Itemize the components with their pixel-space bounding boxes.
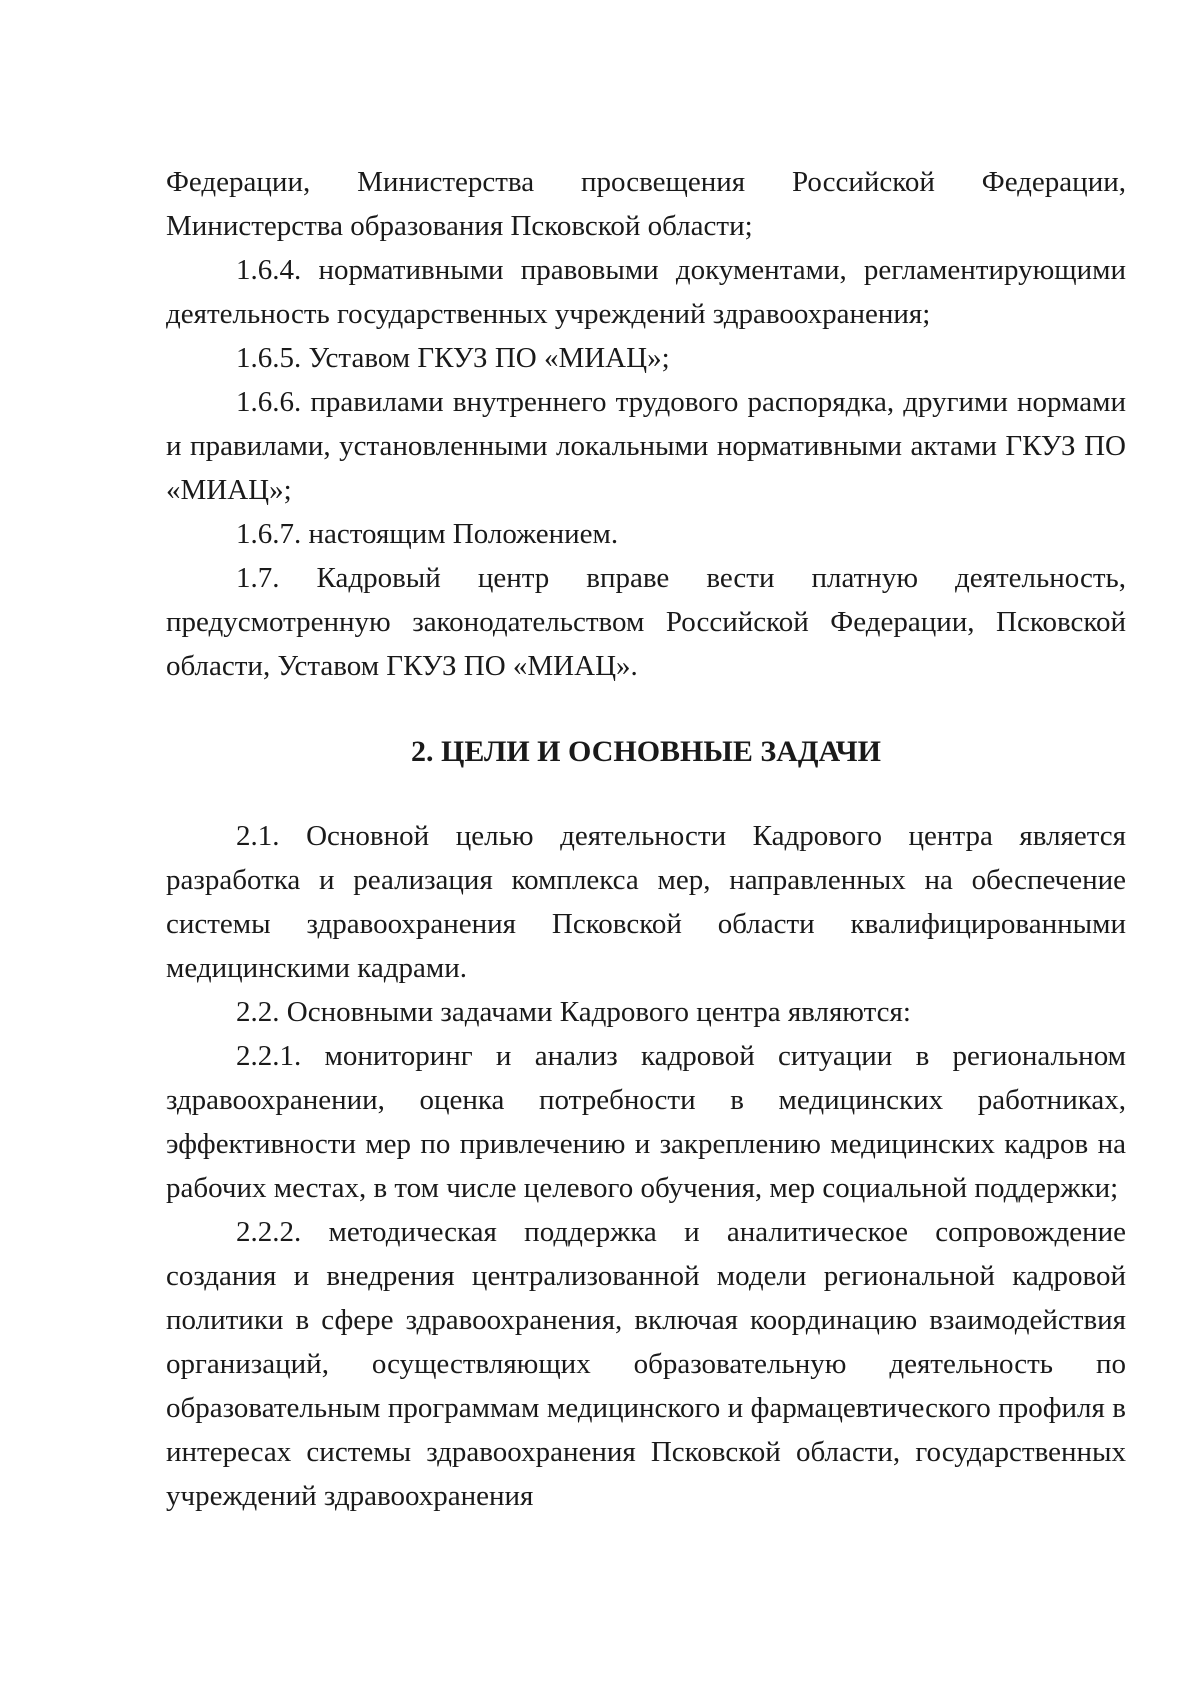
paragraph-1-7: 1.7. Кадровый центр вправе вести платную деятельность, предусмотренную законодательством Российской Федерации, Псковской области, Уставом ГКУЗ ПО «МИАЦ». (166, 562, 1126, 682)
paragraph-2-2-2: 2.2.2. методическая поддержка и аналитическое сопровождение создания и внедрения централизованной модели региональной кадровой политики в сфере здравоохранения, включая координацию взаимодействия организаций, осуществляющих образовательную деятельность по образовательным программам медицинского и фармацевтического профиля в интересах системы здравоохранения Псковской области, государственных учреждений здравоохранения (166, 1216, 1126, 1512)
paragraph-2-2-1: 2.2.1. мониторинг и анализ кадровой ситуации в региональном здравоохранении, оценка потребности в медицинских работниках, эффективности мер по привлечению и закреплению медицинских кадров на рабочих местах, в том числе целевого обучения, мер социальной поддержки; (166, 1040, 1126, 1204)
paragraph-continuation: Федерации, Министерства просвещения Российской Федерации, Министерства образования Псковской области; (166, 166, 1126, 242)
paragraph-1-6-7: 1.6.7. настоящим Положением. (236, 518, 619, 550)
paragraph-2-1: 2.1. Основной целью деятельности Кадрового центра является разработка и реализация комплекса мер, направленных на обеспечение системы здравоохранения Псковской области квалифицированными медицинскими кадрами. (166, 820, 1126, 984)
paragraph-2-2: 2.2. Основными задачами Кадрового центра являются: (236, 996, 911, 1028)
document-body (166, 160, 1126, 1518)
section-heading: 2. ЦЕЛИ И ОСНОВНЫЕ ЗАДАЧИ (411, 735, 881, 768)
paragraph-1-6-6: 1.6.6. правилами внутреннего трудового распорядка, другими нормами и правилами, установленными локальными нормативными актами ГКУЗ ПО «МИАЦ»; (166, 386, 1126, 506)
paragraph-1-6-4: 1.6.4. нормативными правовыми документами, регламентирующими деятельность государственных учреждений здравоохранения; (166, 254, 1126, 330)
paragraph-1-6-5: 1.6.5. Уставом ГКУЗ ПО «МИАЦ»; (236, 342, 670, 374)
